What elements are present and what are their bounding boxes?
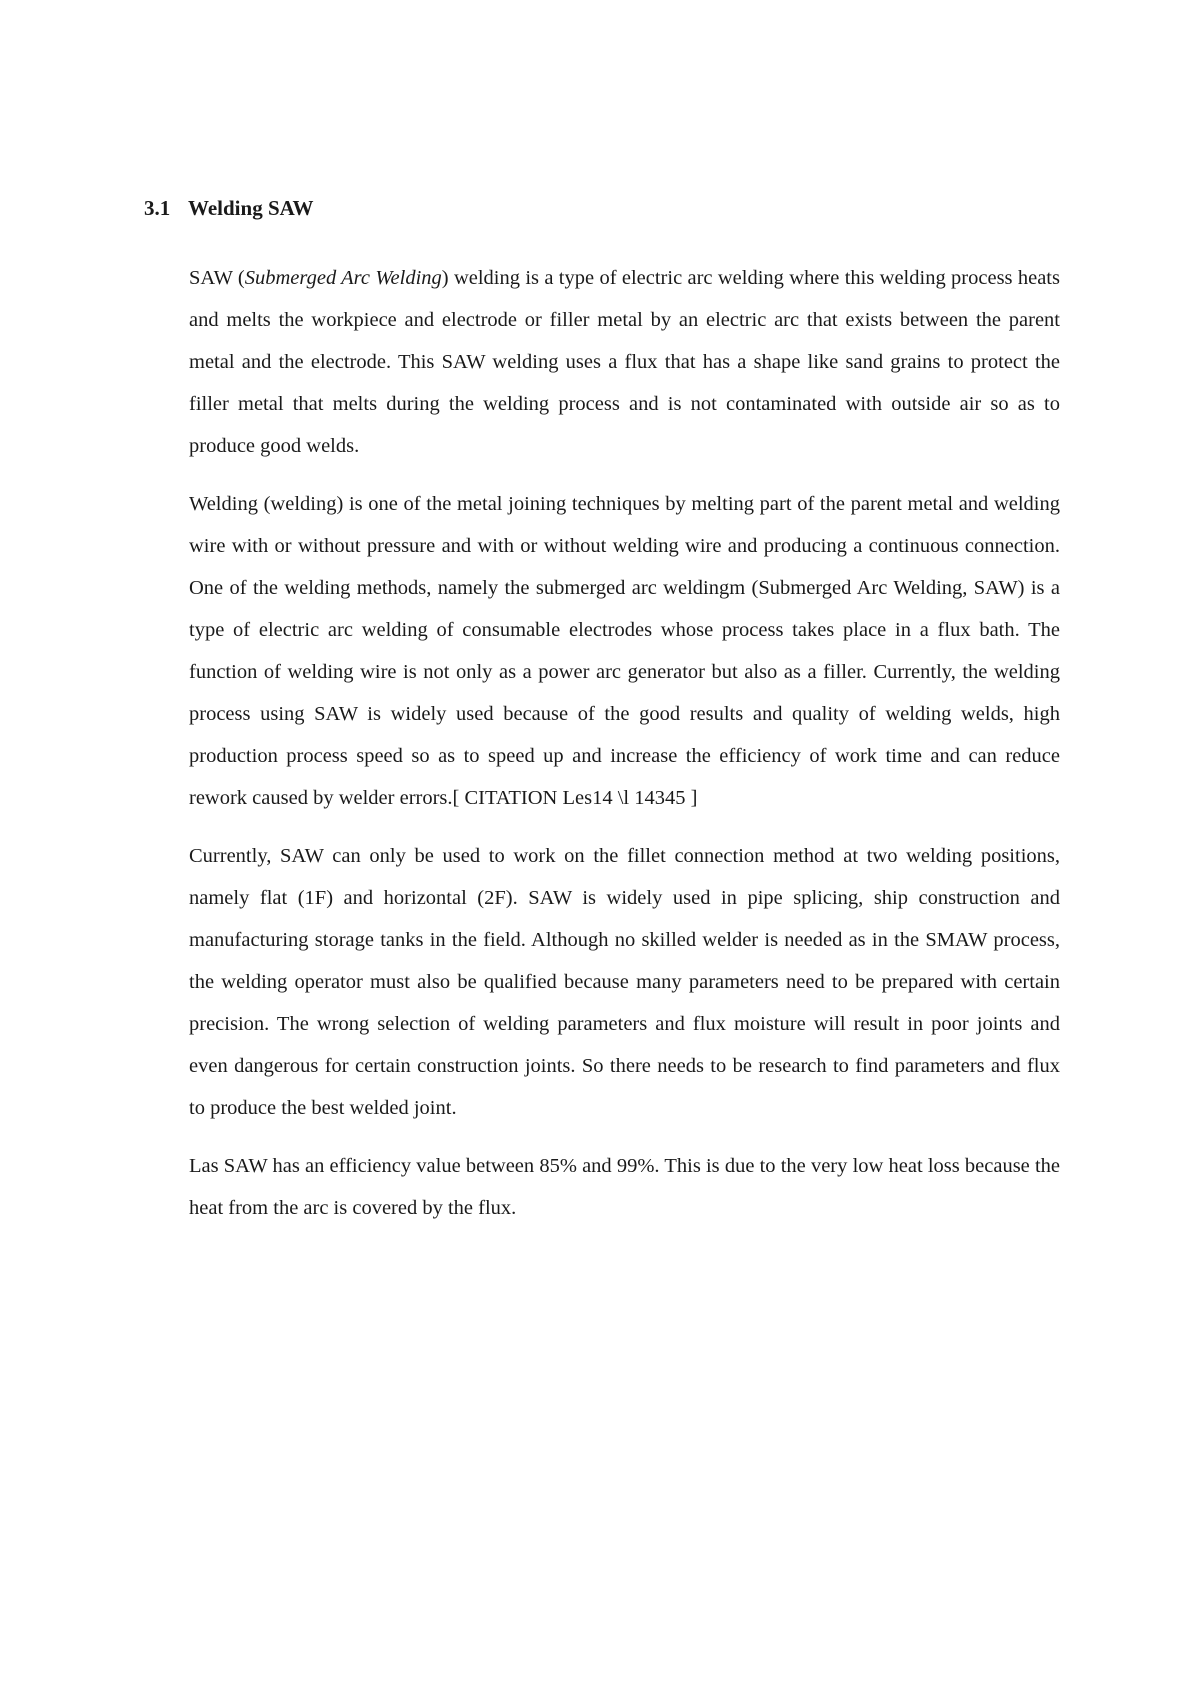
paragraph-1-pre: SAW ( — [189, 267, 245, 289]
paragraph-1-italic-term: Submerged Arc Welding — [244, 267, 442, 289]
section-heading — [144, 196, 313, 221]
paragraph-2: Welding (welding) is one of the metal joining techniques by melting part of the parent metal and welding wire with or without pressure and with or without welding wire and producing a continuous connection. One of the welding methods, namely the submerged arc weldingm (Submerged Arc Welding, SAW) is a type of electric arc welding of consumable electrodes whose process takes place in a flux bath. The function of welding wire is not only as a power arc generator but also as a filler. Currently, the welding process using SAW is widely used because of the good results and quality of welding welds, high production process speed so as to speed up and increase the efficiency of work time and can reduce rework caused by welder errors.[ CITATION Les14 \l 14345 ] — [189, 493, 1060, 809]
section-title: Welding SAW — [188, 196, 314, 220]
section-body — [189, 257, 1060, 1245]
paragraph-3: Currently, SAW can only be used to work on the fillet connection method at two welding positions, namely flat (1F) and horizontal (2F). SAW is widely used in pipe splicing, ship construction and manufacturing storage tanks in the field. Although no skilled welder is needed as in the SMAW process, the welding operator must also be qualified because many parameters need to be prepared with certain precision. The wrong selection of welding parameters and flux moisture will result in poor joints and even dangerous for certain construction joints. So there needs to be research to find parameters and flux to produce the best welded joint. — [189, 845, 1060, 1119]
paragraph-4: Las SAW has an efficiency value between 85% and 99%. This is due to the very low heat loss because the heat from the arc is covered by the flux. — [189, 1155, 1060, 1219]
paragraph-1-post: ) welding is a type of electric arc welding where this welding process heats and melts the workpiece and electrode or filler metal by an electric arc that exists between the parent metal and the electrode. This SAW welding uses a flux that has a shape like sand grains to protect the filler metal that melts during the welding process and is not contaminated with outside air so as to produce good welds. — [189, 267, 1060, 457]
section-number: 3.1 — [144, 196, 171, 220]
paragraph-1 — [189, 257, 1060, 467]
